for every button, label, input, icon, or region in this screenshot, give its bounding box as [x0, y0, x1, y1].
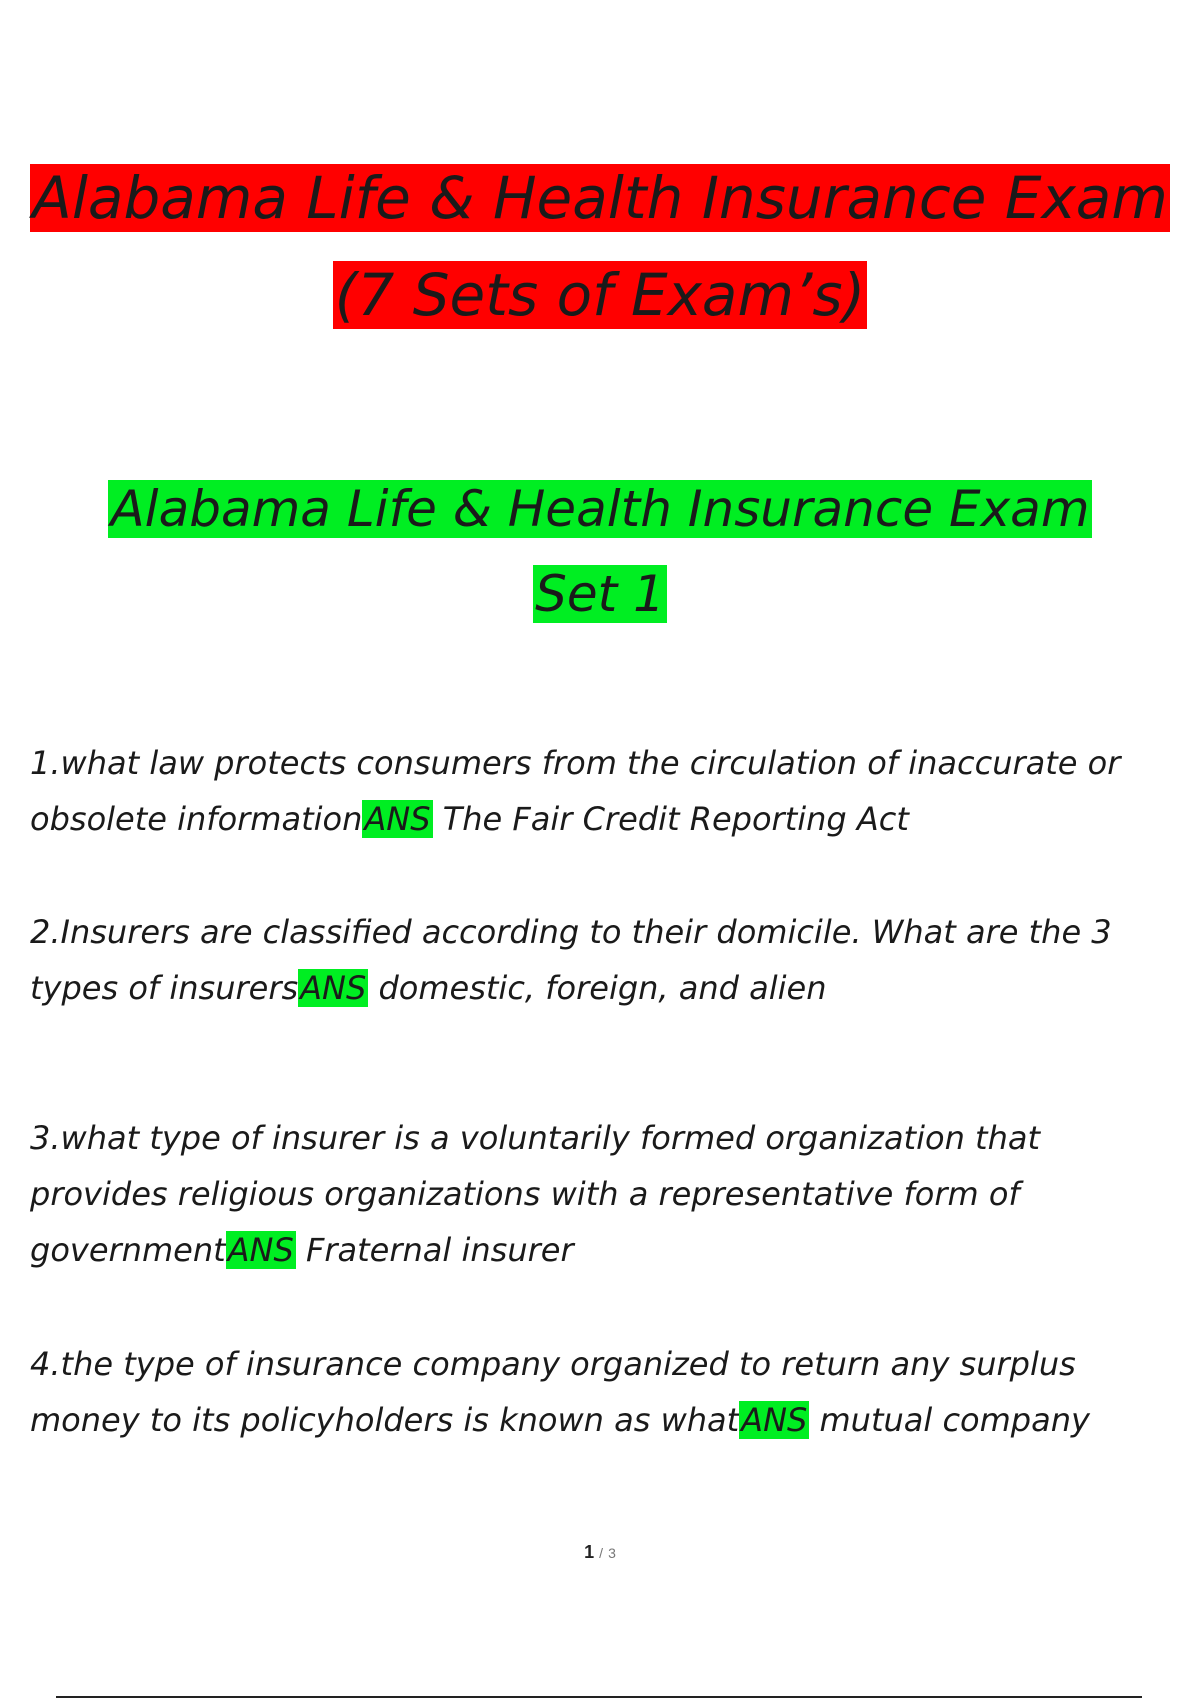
- question-item: [30, 904, 1160, 1016]
- main-title-line-1: Alabama Life & Health Insurance Exam: [32, 164, 1168, 232]
- set-title-line-2: Set 1: [535, 565, 665, 623]
- answer-text: domestic, foreign, and alien: [378, 969, 827, 1007]
- answer-text: mutual company: [819, 1401, 1090, 1439]
- set-title: [0, 467, 1200, 637]
- page-separator: /: [599, 1545, 604, 1561]
- question-item: [30, 735, 1160, 847]
- page-divider: [56, 1696, 1142, 1698]
- question-text: Insurers are classified according to their domicile. What are the 3 types of insurers: [30, 913, 1112, 1007]
- question-number: 4.: [30, 1345, 61, 1383]
- page-total: 3: [608, 1545, 616, 1561]
- main-title: [0, 150, 1200, 344]
- answer-text: Fraternal insurer: [305, 1231, 574, 1269]
- main-title-line-2: (7 Sets of Exam’s): [334, 261, 866, 329]
- question-item: [30, 1336, 1160, 1448]
- answer-text: The Fair Credit Reporting Act: [442, 800, 909, 838]
- question-text: what law protects consumers from the circulation of inaccurate or obsolete information: [30, 744, 1121, 838]
- question-number: 1.: [30, 744, 61, 782]
- question-text: the type of insurance company organized to return any surplus money to its policyholders is known as what: [30, 1345, 1076, 1439]
- question-text: what type of insurer is a voluntarily formed organization that provides religious organizations with a representative form of government: [30, 1119, 1040, 1269]
- page-counter: [0, 1542, 1200, 1563]
- question-item: [30, 1110, 1160, 1278]
- answer-marker: ANS: [741, 1401, 808, 1439]
- answer-marker: ANS: [300, 969, 367, 1007]
- question-number: 3.: [30, 1119, 61, 1157]
- set-title-line-1: Alabama Life & Health Insurance Exam: [110, 480, 1090, 538]
- page-current: 1: [584, 1542, 595, 1562]
- answer-marker: ANS: [364, 800, 431, 838]
- answer-marker: ANS: [227, 1231, 294, 1269]
- question-number: 2.: [30, 913, 61, 951]
